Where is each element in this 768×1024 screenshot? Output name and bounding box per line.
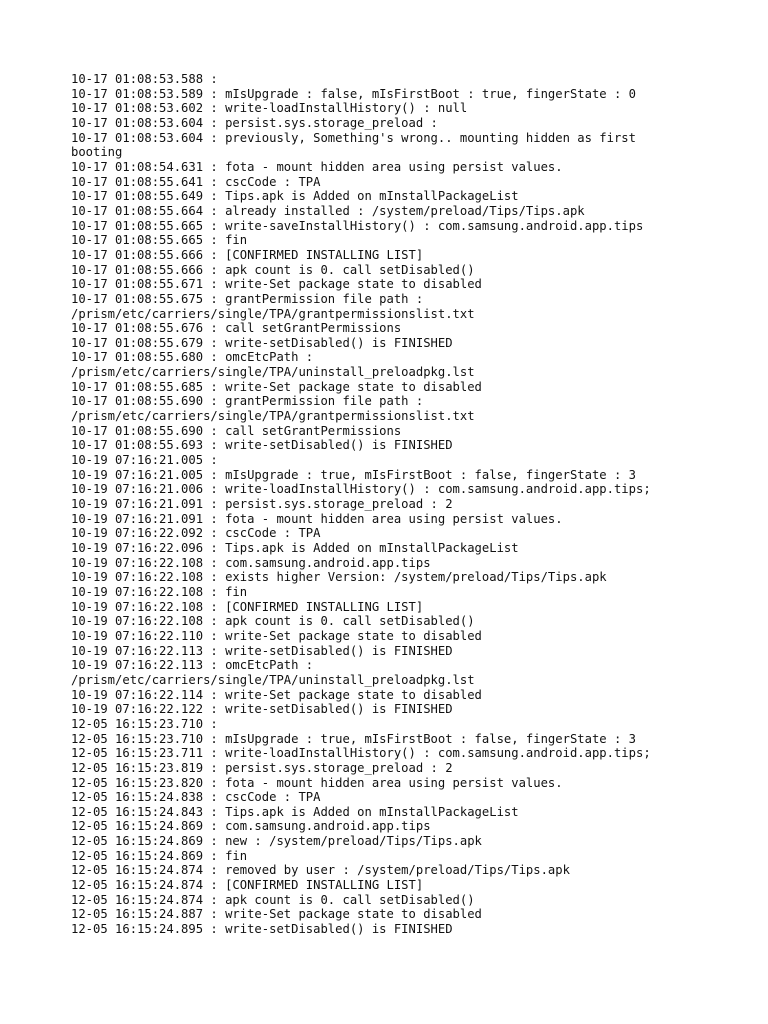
log-line: /prism/etc/carriers/single/TPA/grantpermissionslist.txt	[71, 409, 475, 424]
log-line: 10-17 01:08:55.666 : apk count is 0. call setDisabled()	[71, 262, 475, 277]
log-line: 10-17 01:08:55.680 : omcEtcPath :	[71, 350, 314, 365]
log-line: 10-19 07:16:22.108 : fin	[71, 584, 248, 599]
log-line: 12-05 16:15:23.710 :	[71, 716, 218, 731]
log-line: /prism/etc/carriers/single/TPA/uninstall_preloadpkg.lst	[71, 365, 475, 380]
log-line: 10-17 01:08:55.671 : write-Set package state to disabled	[71, 277, 482, 292]
log-line: 10-17 01:08:54.631 : fota - mount hidden area using persist values.	[71, 159, 563, 174]
log-line: 12-05 16:15:24.869 : fin	[71, 848, 248, 863]
log-line: 12-05 16:15:23.819 : persist.sys.storage_preload : 2	[71, 760, 453, 775]
log-line: 12-05 16:15:24.838 : cscCode : TPA	[71, 790, 321, 805]
log-line: 10-19 07:16:22.096 : Tips.apk is Added on mInstallPackageList	[71, 541, 519, 555]
log-line: 10-17 01:08:55.679 : write-setDisabled() is FINISHED	[71, 335, 453, 350]
log-line: 10-17 01:08:55.665 : write-saveInstallHistory() : com.samsung.android.app.tips	[71, 218, 644, 233]
log-line: 12-05 16:15:23.710 : mIsUpgrade : true, mIsFirstBoot : false, fingerState : 3	[71, 731, 636, 746]
log-line: 10-17 01:08:55.666 : [CONFIRMED INSTALLING LIST]	[71, 247, 424, 262]
log-line: 12-05 16:15:24.874 : removed by user : /system/preload/Tips/Tips.apk	[71, 863, 570, 878]
log-line: 10-17 01:08:53.589 : mIsUpgrade : false, mIsFirstBoot : true, fingerState : 0	[71, 86, 636, 101]
log-line: 10-17 01:08:53.602 : write-loadInstallHistory() : null	[71, 101, 468, 116]
log-line: 10-17 01:08:55.690 : call setGrantPermissions	[71, 423, 402, 438]
log-line: 12-05 16:15:24.874 : apk count is 0. call setDisabled()	[71, 892, 475, 907]
log-line: 10-19 07:16:21.006 : write-loadInstallHistory() : com.samsung.android.app.tips;	[71, 482, 651, 497]
log-line: 12-05 16:15:24.887 : write-Set package state to disabled	[71, 907, 482, 922]
log-line: 12-05 16:15:24.869 : new : /system/preload/Tips/Tips.apk	[71, 834, 482, 849]
log-line: 10-19 07:16:21.005 :	[71, 453, 218, 468]
log-document	[71, 72, 691, 937]
log-line: 10-19 07:16:22.110 : write-Set package state to disabled	[71, 628, 482, 643]
log-body	[71, 72, 691, 937]
log-line: 10-17 01:08:55.641 : cscCode : TPA	[71, 174, 321, 189]
log-line: 10-17 01:08:55.675 : grantPermission file path :	[71, 291, 424, 306]
log-line: 10-17 01:08:55.676 : call setGrantPermissions	[71, 321, 402, 336]
log-line: 12-05 16:15:24.843 : Tips.apk is Added on mInstallPackageList	[71, 804, 519, 819]
log-line: /prism/etc/carriers/single/TPA/uninstall_preloadpkg.lst	[71, 672, 475, 687]
log-line: 10-19 07:16:22.108 : [CONFIRMED INSTALLING LIST]	[71, 599, 424, 614]
log-line: 12-05 16:15:23.820 : fota - mount hidden area using persist values.	[71, 775, 563, 790]
log-line: 10-17 01:08:53.604 : previously, Something's wrong.. mounting hidden as first	[71, 130, 636, 145]
log-line: 12-05 16:15:24.874 : [CONFIRMED INSTALLING LIST]	[71, 878, 424, 893]
log-line: 12-05 16:15:24.869 : com.samsung.android.app.tips	[71, 819, 431, 834]
log-line: 10-19 07:16:22.108 : apk count is 0. call setDisabled()	[71, 614, 475, 629]
log-line: 10-17 01:08:53.588 :	[71, 72, 218, 86]
log-line: 10-17 01:08:55.664 : already installed : /system/preload/Tips/Tips.apk	[71, 203, 585, 218]
log-line: 10-19 07:16:21.005 : mIsUpgrade : true, mIsFirstBoot : false, fingerState : 3	[71, 467, 636, 482]
log-line: 10-19 07:16:22.114 : write-Set package state to disabled	[71, 687, 482, 702]
log-line: booting	[71, 145, 123, 160]
log-line: 10-19 07:16:22.122 : write-setDisabled() is FINISHED	[71, 702, 453, 717]
log-line: 10-17 01:08:55.649 : Tips.apk is Added on mInstallPackageList	[71, 189, 519, 204]
log-line: 10-19 07:16:22.113 : write-setDisabled() is FINISHED	[71, 643, 453, 658]
log-line: 10-19 07:16:22.108 : exists higher Version: /system/preload/Tips/Tips.apk	[71, 570, 607, 585]
log-line: 12-05 16:15:23.711 : write-loadInstallHistory() : com.samsung.android.app.tips;	[71, 746, 651, 761]
log-line: 10-17 01:08:55.690 : grantPermission file path :	[71, 394, 424, 409]
log-line: 10-17 01:08:55.685 : write-Set package state to disabled	[71, 379, 482, 394]
log-line: 10-19 07:16:22.092 : cscCode : TPA	[71, 526, 321, 541]
log-line: 12-05 16:15:24.895 : write-setDisabled() is FINISHED	[71, 922, 453, 937]
log-line: 10-17 01:08:53.604 : persist.sys.storage_preload :	[71, 115, 438, 130]
log-line: 10-17 01:08:55.665 : fin	[71, 233, 248, 248]
log-line: 10-19 07:16:21.091 : persist.sys.storage_preload : 2	[71, 497, 453, 512]
log-line: 10-19 07:16:21.091 : fota - mount hidden area using persist values.	[71, 511, 563, 526]
log-line: /prism/etc/carriers/single/TPA/grantpermissionslist.txt	[71, 306, 475, 321]
log-line: 10-19 07:16:22.113 : omcEtcPath :	[71, 658, 314, 673]
log-line: 10-19 07:16:22.108 : com.samsung.android.app.tips	[71, 555, 431, 570]
log-line: 10-17 01:08:55.693 : write-setDisabled() is FINISHED	[71, 438, 453, 453]
